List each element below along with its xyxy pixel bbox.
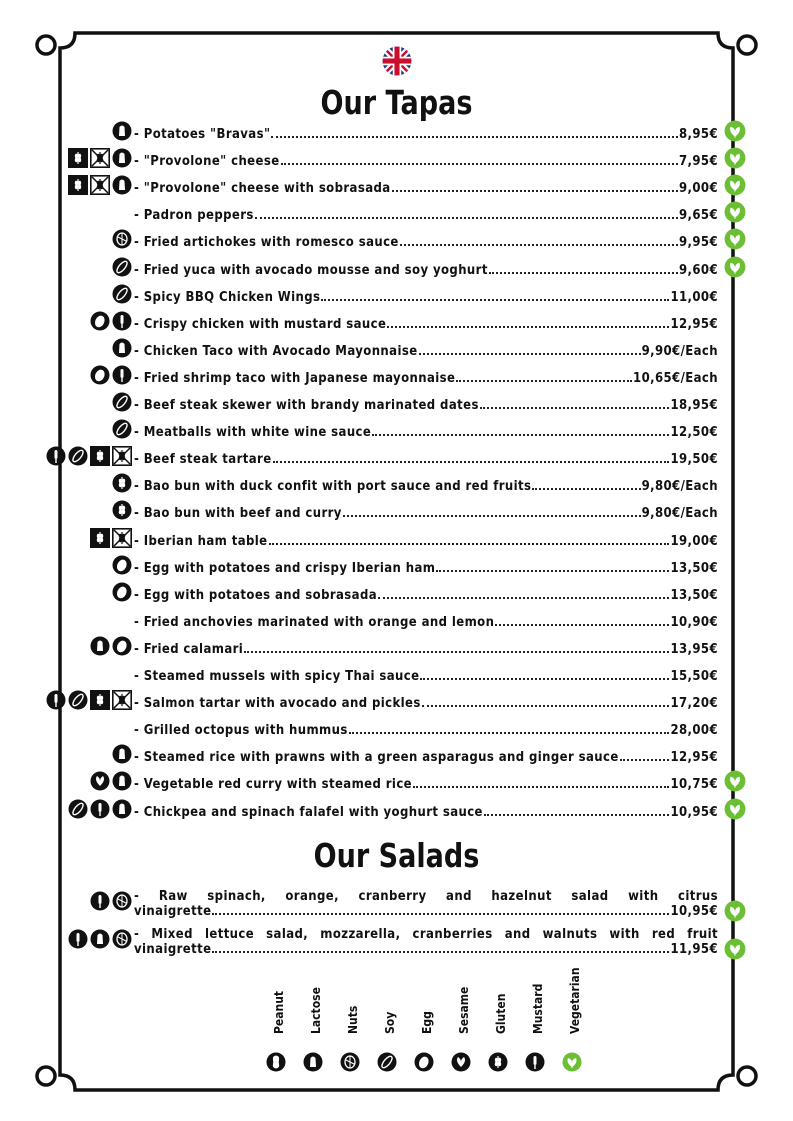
dot-leader [489, 272, 678, 274]
allergen-icons [68, 175, 132, 195]
egg-icon [112, 636, 132, 656]
menu-item-name: - Fried yuca with avocado mousse and soy yoghurt [134, 262, 488, 278]
allergen-icons [46, 690, 132, 710]
menu-item-price: 10,95€ [670, 804, 718, 820]
menu-item-price: 13,50€ [670, 560, 718, 576]
allergen-icons [90, 891, 132, 911]
vegetarian-icon [724, 256, 746, 278]
menu-item-price: 9,80€/Each [641, 506, 718, 522]
legend-label: Lactose [309, 987, 323, 1034]
dot-leader [422, 705, 670, 707]
legend-label: Sesame [457, 986, 471, 1034]
allergen-icons [112, 582, 132, 602]
allergen-icons [112, 121, 132, 141]
menu-item [0, 498, 793, 524]
vegetarian-icon [562, 1052, 582, 1076]
sesame-icon [451, 1052, 471, 1076]
allergen-legend [264, 967, 588, 1080]
soy-icon [112, 284, 132, 304]
menu-item-price: 28,00€ [670, 723, 718, 739]
allergen-icons [112, 473, 132, 493]
gluten-icon [488, 1052, 508, 1076]
vegetarian-icon [724, 120, 746, 142]
menu-item [0, 715, 793, 741]
lactose-icon [112, 338, 132, 358]
salad-text [134, 889, 718, 919]
menu-item-price: 8,95€ [679, 127, 718, 142]
menu-item-line [134, 366, 718, 386]
legend-item-mustard [523, 983, 551, 1080]
allergen-icons [112, 419, 132, 439]
salad-name-end: vinaigrette [134, 942, 212, 957]
salad-text [134, 927, 718, 957]
salad-name-line2 [134, 942, 718, 957]
menu-item-price: 13,50€ [670, 587, 718, 603]
menu-item [0, 363, 793, 389]
menu-item-name: - Salmon tartar with avocado and pickles [134, 696, 421, 712]
menu-item-price: 17,20€ [670, 696, 718, 712]
legend-item-sesame [449, 986, 477, 1080]
salad-name-line2 [134, 904, 718, 919]
menu-item-name: - Chickpea and spinach falafel with yoghurt sauce [134, 804, 483, 820]
menu-item [0, 200, 793, 226]
dot-leader [281, 163, 678, 165]
dot-leader [255, 217, 678, 219]
menu-item [0, 227, 793, 253]
menu-item-name: - "Provolone" cheese [134, 154, 280, 170]
salad-name-end: vinaigrette [134, 904, 212, 919]
allergen-icons [68, 148, 132, 168]
menu-item [0, 607, 793, 633]
menu-item-line [134, 203, 718, 223]
allergen-icons [112, 229, 132, 249]
allergen-icons [68, 929, 132, 949]
menu-item-line [134, 718, 718, 738]
mustard-icon [90, 799, 110, 819]
menu-item [0, 634, 793, 660]
menu-item-price: 12,50€ [670, 425, 718, 441]
menu-item [0, 309, 793, 335]
uk-flag-icon[interactable] [378, 44, 416, 78]
menu-item-price: 9,80€/Each [641, 479, 718, 495]
menu-item [0, 282, 793, 308]
menu-item-name: - Bao bun with duck confit with port sauce and red fruits [134, 479, 532, 495]
menu-item-name: - Iberian ham table [134, 533, 268, 549]
allergen-icons [90, 311, 132, 331]
menu-item [0, 444, 793, 470]
menu-item [0, 336, 793, 362]
menu-item [0, 417, 793, 443]
legend-label: Nuts [346, 1005, 360, 1034]
menu-item-name: - "Provolone" cheese with sobrasada [134, 181, 391, 197]
legend-label: Egg [420, 1011, 434, 1034]
menu-item-price: 9,60€ [679, 262, 718, 278]
menu-item [0, 661, 793, 687]
allergen-icons [112, 257, 132, 277]
menu-item [0, 255, 793, 281]
menu-item [0, 580, 793, 606]
mustard-icon [68, 929, 88, 949]
menu-item-line [134, 501, 718, 521]
dot-leader [392, 190, 678, 192]
menu-item [0, 688, 793, 714]
vegetarian-icon [724, 900, 746, 922]
menu-item-name: - Egg with potatoes and crispy Iberian ham [134, 560, 436, 576]
sesame-icon [90, 771, 110, 791]
menu-item-line [134, 745, 718, 765]
menu-item-name: - Fried anchovies marinated with orange and lemon [134, 614, 495, 630]
menu-item-price: 18,95€ [670, 398, 718, 413]
legend-item-lactose [301, 987, 329, 1080]
dot-leader [343, 515, 641, 517]
vegetarian-icon [724, 201, 746, 223]
menu-item-name: - Steamed rice with prawns with a green asparagus and ginger sauce [134, 750, 619, 766]
dot-leader [419, 353, 641, 355]
menu-item-line [134, 258, 718, 278]
legend-item-soy [375, 990, 403, 1080]
legend-item-peanut [264, 990, 292, 1080]
gluten-free-crossed-icon [90, 175, 110, 195]
allergen-icons [112, 500, 132, 520]
menu-item [0, 769, 793, 795]
dot-leader [271, 136, 678, 138]
menu-item-name: - Grilled octopus with hummus [134, 723, 348, 739]
menu-item [0, 119, 793, 145]
nuts-icon [112, 929, 132, 949]
dot-leader [273, 461, 670, 463]
dot-leader [378, 597, 669, 599]
nuts-icon [340, 1052, 360, 1076]
menu-item-price: 11,00€ [670, 289, 718, 305]
allergen-icons [112, 555, 132, 575]
menu-item-price: 7,95€ [679, 154, 718, 170]
menu-item-price: 9,65€ [679, 208, 718, 224]
soy-icon [68, 690, 88, 710]
mustard-icon [112, 365, 132, 385]
dot-leader [321, 299, 669, 301]
menu-item-line [134, 285, 718, 305]
lactose-icon [112, 799, 132, 819]
lactose-icon [112, 121, 132, 141]
gluten-square-icon [68, 148, 88, 168]
menu-item-price: 19,00€ [670, 533, 718, 549]
menu-item [0, 553, 793, 579]
lactose-icon [90, 636, 110, 656]
dot-leader [484, 814, 670, 816]
gluten-free-crossed-icon [112, 446, 132, 466]
menu-item-line [134, 149, 718, 169]
menu-item-line [134, 230, 718, 250]
menu-item [0, 146, 793, 172]
lactose-icon [303, 1052, 323, 1076]
menu-item-name: - Chicken Taco with Avocado Mayonnaise [134, 343, 418, 359]
vegetarian-icon [724, 147, 746, 169]
dot-leader [212, 951, 669, 953]
egg-icon [90, 365, 110, 385]
dot-leader [532, 488, 640, 490]
gluten-square-icon [90, 690, 110, 710]
menu-item-name: - Bao bun with beef and curry [134, 506, 342, 522]
salad-name-line1: - Mixed lettuce salad, mozzarella, cranberries and walnuts with red fruit [134, 927, 718, 942]
dot-leader [400, 244, 678, 246]
allergen-icons [112, 284, 132, 304]
dot-leader [413, 786, 669, 788]
allergen-icons [112, 392, 132, 412]
legend-item-vegetarian [560, 967, 588, 1080]
menu-item-price: 19,50€ [670, 452, 718, 468]
vegetarian-icon [724, 174, 746, 196]
dot-leader [436, 570, 669, 572]
menu-item-price: 10,75€ [670, 777, 718, 793]
menu-item-line [134, 610, 718, 630]
egg-icon [90, 311, 110, 331]
legend-label: Vegetarian [568, 967, 582, 1034]
vegetarian-icon [724, 770, 746, 792]
menu-item-line [134, 312, 718, 332]
gluten-icon [112, 500, 132, 520]
menu-item-name: - Crispy chicken with mustard sauce [134, 316, 387, 332]
salad-item [0, 889, 793, 923]
lactose-icon [112, 148, 132, 168]
gluten-free-crossed-icon [112, 528, 132, 548]
menu-item-price: 15,50€ [670, 669, 718, 684]
dot-leader [480, 407, 670, 409]
menu-item-line [134, 529, 718, 549]
menu-item-line [134, 447, 718, 467]
menu-item-line [134, 122, 718, 142]
legend-item-nuts [338, 990, 366, 1080]
dot-leader [349, 732, 670, 734]
mustard-icon [525, 1052, 545, 1076]
soy-icon [68, 446, 88, 466]
menu-item-price: 10,90€ [670, 614, 718, 630]
allergen-icons [90, 771, 132, 791]
legend-item-egg [412, 990, 440, 1080]
soy-icon [112, 257, 132, 277]
gluten-icon [112, 473, 132, 493]
menu-item-name: - Fried shrimp taco with Japanese mayonnaise [134, 370, 456, 386]
menu-item-price: 12,95€ [670, 750, 718, 766]
soy-icon [377, 1052, 397, 1076]
menu-item [0, 742, 793, 768]
menu-item-price: 10,65€/Each [633, 370, 718, 386]
menu-item-price: 9,00€ [679, 181, 718, 197]
dot-leader [387, 326, 669, 328]
vegetarian-icon [724, 938, 746, 960]
legend-label: Mustard [531, 983, 545, 1034]
menu-item [0, 390, 793, 416]
menu-item-line [134, 772, 718, 792]
lactose-icon [112, 744, 132, 764]
menu-item-line [134, 393, 718, 413]
menu-item [0, 797, 793, 823]
egg-icon [112, 555, 132, 575]
vegetarian-icon [724, 228, 746, 250]
gluten-square-icon [90, 446, 110, 466]
menu-item-line [134, 583, 718, 603]
allergen-icons [90, 528, 132, 548]
allergen-icons [112, 338, 132, 358]
menu-item-name: - Padron peppers [134, 208, 254, 224]
egg-icon [414, 1052, 434, 1076]
soy-icon [68, 799, 88, 819]
menu-item-price: 9,90€/Each [641, 343, 718, 359]
mustard-icon [90, 891, 110, 911]
dot-leader [495, 624, 669, 626]
soy-icon [112, 419, 132, 439]
menu-item-price: 9,95€ [679, 235, 718, 251]
menu-item [0, 526, 793, 552]
allergen-icons [46, 446, 132, 466]
legend-item-gluten [486, 990, 514, 1080]
mustard-icon [46, 690, 66, 710]
egg-icon [112, 582, 132, 602]
dot-leader [212, 913, 669, 915]
menu-item-name: - Potatoes "Bravas" [134, 127, 271, 142]
menu-item-name: - Egg with potatoes and sobrasada [134, 587, 378, 603]
menu-item-name: - Meatballs with white wine sauce [134, 425, 372, 441]
menu-item-name: - Spicy BBQ Chicken Wings [134, 289, 321, 305]
menu-item-price: 13,95€ [670, 641, 718, 657]
menu-item-line [134, 474, 718, 494]
allergen-icons [90, 636, 132, 656]
dot-leader [372, 434, 669, 436]
menu-item-line [134, 664, 718, 684]
menu-item-line [134, 556, 718, 576]
nuts-icon [112, 229, 132, 249]
dot-leader [620, 759, 670, 761]
menu-item-line [134, 420, 718, 440]
menu-item-line [134, 339, 718, 359]
salad-price: 11,95€ [670, 942, 718, 957]
legend-label: Peanut [272, 990, 286, 1034]
mustard-icon [46, 446, 66, 466]
dot-leader [456, 380, 632, 382]
gluten-free-crossed-icon [112, 690, 132, 710]
menu-item [0, 173, 793, 199]
menu-item-name: - Beef steak skewer with brandy marinated dates [134, 398, 479, 413]
vegetarian-icon [724, 798, 746, 820]
menu-item-price: 12,95€ [670, 316, 718, 332]
menu-item-name: - Steamed mussels with spicy Thai sauce [134, 669, 420, 684]
gluten-square-icon [90, 528, 110, 548]
salad-item [0, 927, 793, 961]
gluten-free-crossed-icon [90, 148, 110, 168]
salads-title: Our Salads [313, 836, 480, 875]
mustard-icon [112, 311, 132, 331]
menu-item-line [134, 800, 718, 820]
lactose-icon [90, 929, 110, 949]
nuts-icon [112, 891, 132, 911]
menu-item-line [134, 176, 718, 196]
soy-icon [112, 392, 132, 412]
dot-leader [269, 543, 670, 545]
dot-leader [244, 651, 669, 653]
menu-item-name: - Vegetable red curry with steamed rice [134, 777, 412, 793]
allergen-icons [68, 799, 132, 819]
menu-item-line [134, 637, 718, 657]
peanut-icon [266, 1052, 286, 1076]
menu-item [0, 471, 793, 497]
legend-label: Soy [383, 1011, 397, 1034]
menu-item-name: - Fried artichokes with romesco sauce [134, 235, 399, 251]
legend-label: Gluten [494, 993, 508, 1034]
tapas-title: Our Tapas [320, 83, 473, 122]
lactose-icon [112, 771, 132, 791]
salad-name-line1: - Raw spinach, orange, cranberry and hazelnut salad with citrus [134, 889, 718, 904]
lactose-icon [112, 175, 132, 195]
menu-item-line [134, 691, 718, 711]
allergen-icons [112, 744, 132, 764]
menu-item-name: - Fried calamari [134, 641, 244, 657]
allergen-icons [90, 365, 132, 385]
salad-price: 10,95€ [670, 904, 718, 919]
gluten-square-icon [68, 175, 88, 195]
dot-leader [420, 678, 669, 680]
menu-item-name: - Beef steak tartare [134, 452, 272, 468]
